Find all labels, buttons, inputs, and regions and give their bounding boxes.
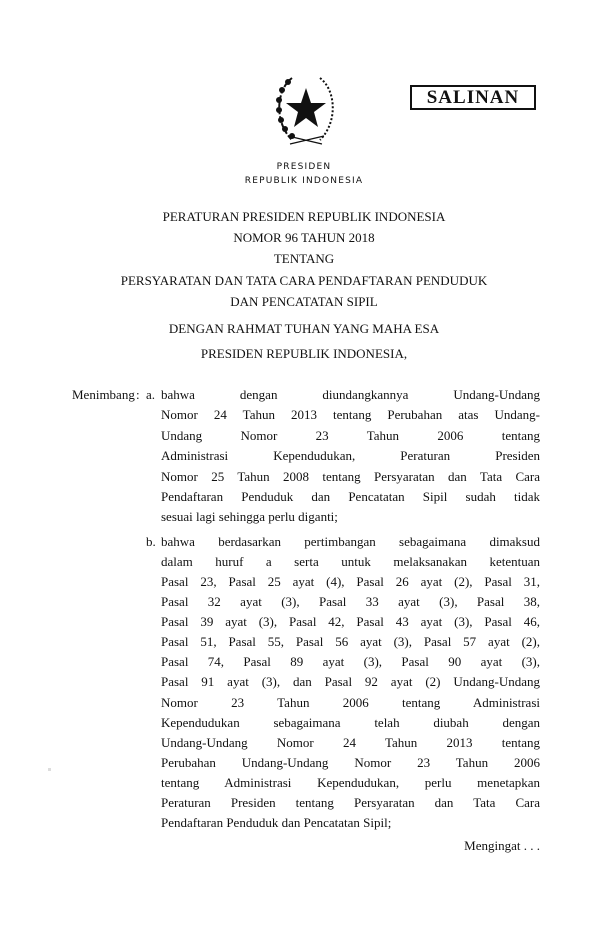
continuation-marker: Mengingat . . . — [464, 838, 540, 853]
text-line: Undang-Undang Nomor 24 Tahun 2013 tentang — [161, 734, 540, 750]
scan-speck — [48, 768, 51, 771]
text-line: Pasal 51, Pasal 55, Pasal 56 ayat (3), Pasal 57 ayat (2), — [161, 634, 540, 650]
regulation-title: PERATURAN PRESIDEN REPUBLIK INDONESIA — [162, 209, 446, 224]
office-label-president: PRESIDEN — [276, 162, 332, 172]
text-line: Pasal 32 ayat (3), Pasal 33 ayat (3), Pasal 38, — [161, 594, 540, 610]
text-line: Perubahan Undang-Undang Nomor 23 Tahun 2006 — [161, 754, 540, 770]
text-line: Nomor 24 Tahun 2013 tentang Perubahan atas Undang- — [161, 407, 540, 423]
invocation: DENGAN RAHMAT TUHAN YANG MAHA ESA — [168, 321, 440, 336]
regulation-number: NOMOR 96 TAHUN 2018 — [233, 230, 375, 245]
salinan-stamp: SALINAN — [410, 85, 536, 110]
text-line: Pasal 23, Pasal 25 ayat (4), Pasal 26 ayat (2), Pasal 31, — [161, 574, 540, 590]
text-line: Administrasi Kependudukan, Peraturan Presiden — [161, 448, 540, 464]
office-label-republic: REPUBLIK INDONESIA — [244, 176, 364, 186]
text-line: Pendaftaran Penduduk dan Pencatatan Sipil; — [161, 814, 392, 830]
presidential-emblem-icon — [270, 70, 342, 152]
text-line: Nomor 25 Tahun 2008 tentang Persyaratan dan Tata Cara — [161, 468, 540, 484]
regulation-subject-1: PERSYARATAN DAN TATA CARA PENDAFTARAN PENDUDUK — [120, 273, 488, 288]
regulation-about: TENTANG — [273, 251, 335, 266]
item-marker-a: a. — [146, 387, 156, 402]
text-line: Pasal 91 ayat (3), dan Pasal 92 ayat (2) Undang-Undang — [161, 674, 540, 690]
text-line: bahwa berdasarkan pertimbangan sebagaimana dimaksud — [161, 534, 540, 549]
text-line: Peraturan Presiden tentang Persyaratan dan Tata Cara — [161, 794, 540, 810]
text-line: Pasal 74, Pasal 89 ayat (3), Pasal 90 ayat (3), — [161, 654, 540, 670]
president-heading: PRESIDEN REPUBLIK INDONESIA, — [200, 346, 408, 361]
text-line: sesuai lagi sehingga perlu diganti; — [161, 509, 338, 525]
regulation-subject-2: DAN PENCATATAN SIPIL — [230, 294, 378, 309]
text-line: Kependudukan sebagaimana telah diubah dengan — [161, 714, 540, 730]
text-line: dalam huruf a serta untuk melaksanakan ketentuan — [161, 554, 540, 570]
text-line: Undang Nomor 23 Tahun 2006 tentang — [161, 427, 540, 443]
menimbang-colon: : — [136, 387, 140, 402]
menimbang-label: Menimbang — [72, 387, 135, 402]
text-line: Nomor 23 Tahun 2006 tentang Administrasi — [161, 694, 540, 710]
text-line: bahwa dengan diundangkannya Undang-Undang — [161, 387, 540, 402]
text-line: tentang Administrasi Kependudukan, perlu menetapkan — [161, 774, 540, 790]
text-line: Pendaftaran Penduduk dan Pencatatan Sipil sudah tidak — [161, 489, 540, 504]
item-marker-b: b. — [146, 534, 156, 549]
text-line: Pasal 39 ayat (3), Pasal 42, Pasal 43 ayat (3), Pasal 46, — [161, 614, 540, 630]
